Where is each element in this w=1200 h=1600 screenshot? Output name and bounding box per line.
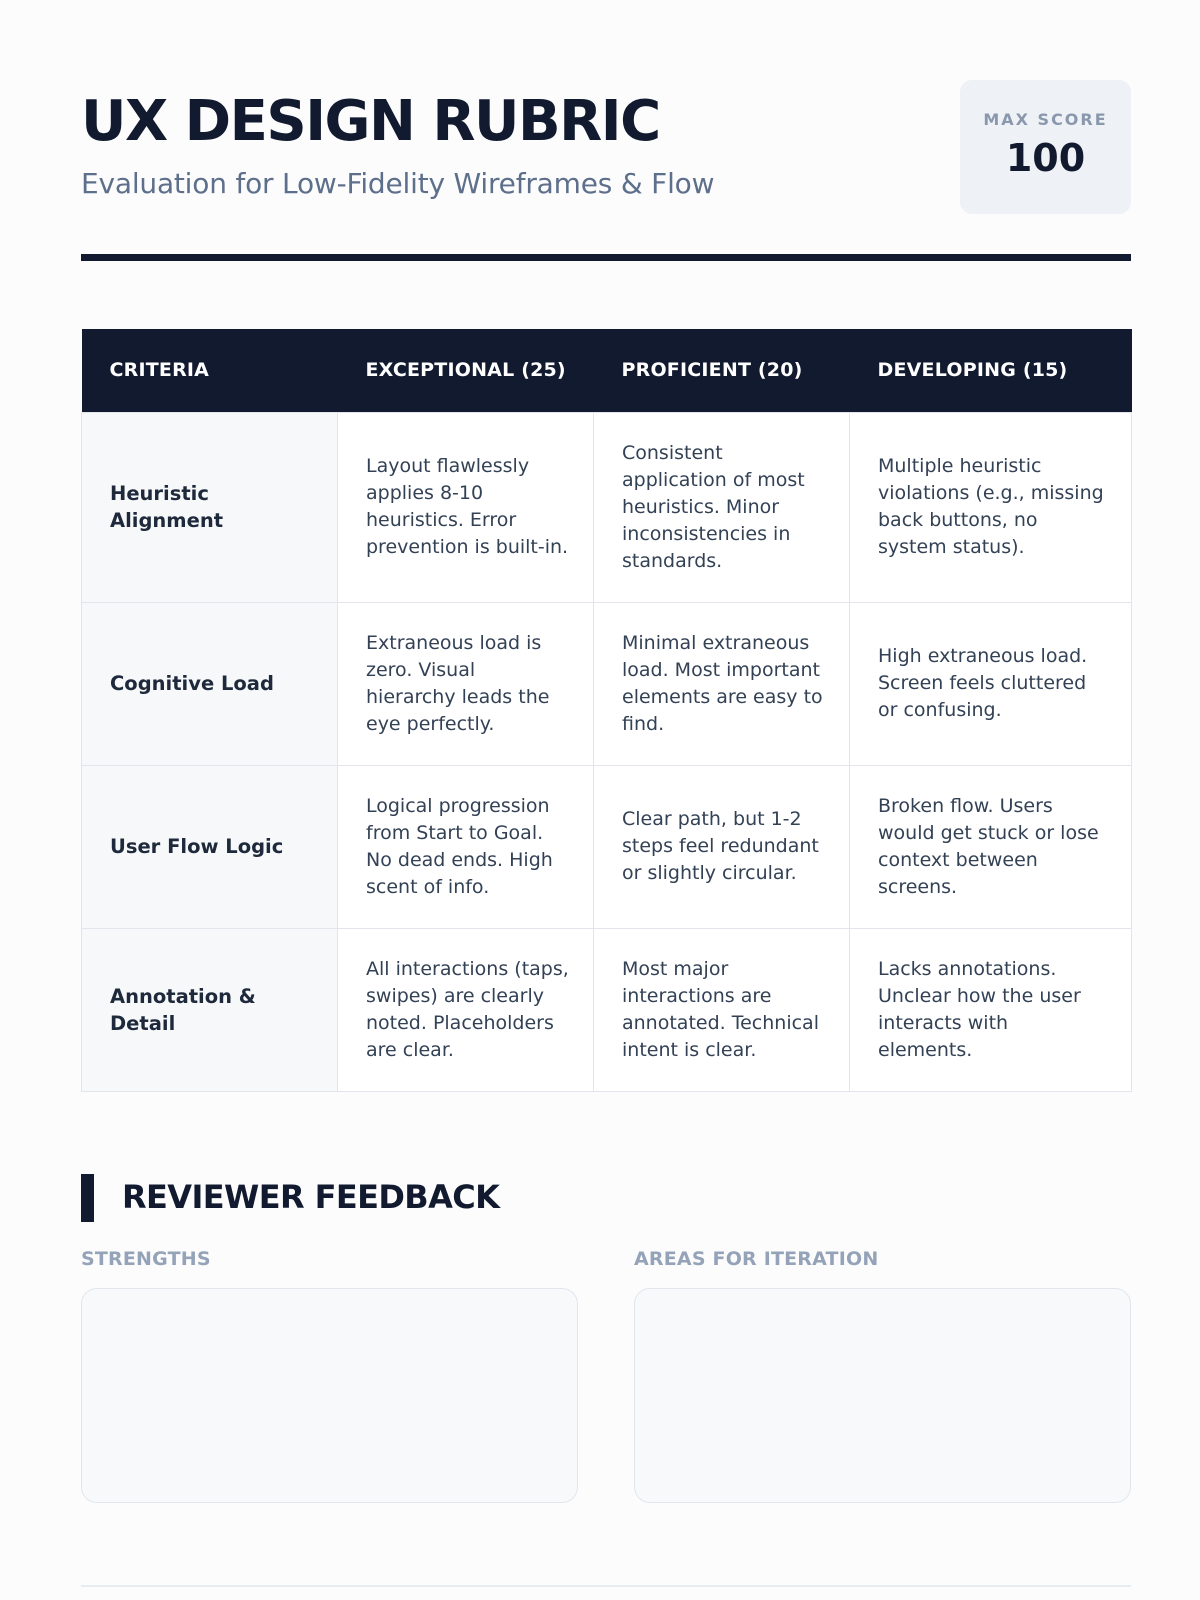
column-header-exceptional: EXCEPTIONAL (25) [338,329,594,412]
table-row [82,765,1132,928]
rubric-table [81,329,1132,1092]
criteria-cell: User Flow Logic [82,765,338,928]
developing-cell: Lacks annotations. Unclear how the user interacts with elements. [850,928,1132,1091]
table-row [82,412,1132,602]
developing-cell: Multiple heuristic violations (e.g., missing back buttons, no system status). [850,412,1132,602]
column-header-criteria: CRITERIA [82,329,338,412]
developing-cell: Broken flow. Users would get stuck or lose context between screens. [850,765,1132,928]
table-header-row [82,329,1132,412]
strengths-section [81,1248,578,1503]
table-row [82,928,1132,1091]
exceptional-cell: Extraneous load is zero. Visual hierarchy leads the eye perfectly. [338,602,594,765]
developing-cell: High extraneous load. Screen feels cluttered or confusing. [850,602,1132,765]
max-score-value: 100 [1005,136,1086,180]
header-divider [81,254,1131,261]
proficient-cell: Consistent application of most heuristics. Minor inconsistencies in standards. [594,412,850,602]
footer-divider [81,1585,1131,1587]
column-header-developing: DEVELOPING (15) [850,329,1132,412]
proficient-cell: Minimal extraneous load. Most important elements are easy to find. [594,602,850,765]
max-score-card [960,80,1131,214]
strengths-label: STRENGTHS [81,1248,211,1270]
proficient-cell: Most major interactions are annotated. Technical intent is clear. [594,928,850,1091]
page-header [81,80,1131,216]
exceptional-cell: All interactions (taps, swipes) are clearly noted. Placeholders are clear. [338,928,594,1091]
feedback-accent-bar [81,1174,94,1222]
column-header-proficient: PROFICIENT (20) [594,329,850,412]
criteria-cell: Annotation & Detail [82,928,338,1091]
criteria-cell: Heuristic Alignment [82,412,338,602]
page-subtitle: Evaluation for Low-Fidelity Wireframes & Flow [81,167,715,200]
page-title: UX DESIGN RUBRIC [81,89,660,154]
iteration-label: AREAS FOR ITERATION [634,1248,879,1270]
iteration-input-box[interactable] [634,1288,1131,1503]
iteration-section [634,1248,1131,1503]
max-score-label: MAX SCORE [983,110,1108,129]
exceptional-cell: Layout flawlessly applies 8-10 heuristics. Error prevention is built-in. [338,412,594,602]
feedback-heading: REVIEWER FEEDBACK [122,1178,500,1216]
criteria-cell: Cognitive Load [82,602,338,765]
strengths-input-box[interactable] [81,1288,578,1503]
proficient-cell: Clear path, but 1-2 steps feel redundant or slightly circular. [594,765,850,928]
exceptional-cell: Logical progression from Start to Goal. No dead ends. High scent of info. [338,765,594,928]
rubric-page [81,0,1131,1600]
table-row [82,602,1132,765]
